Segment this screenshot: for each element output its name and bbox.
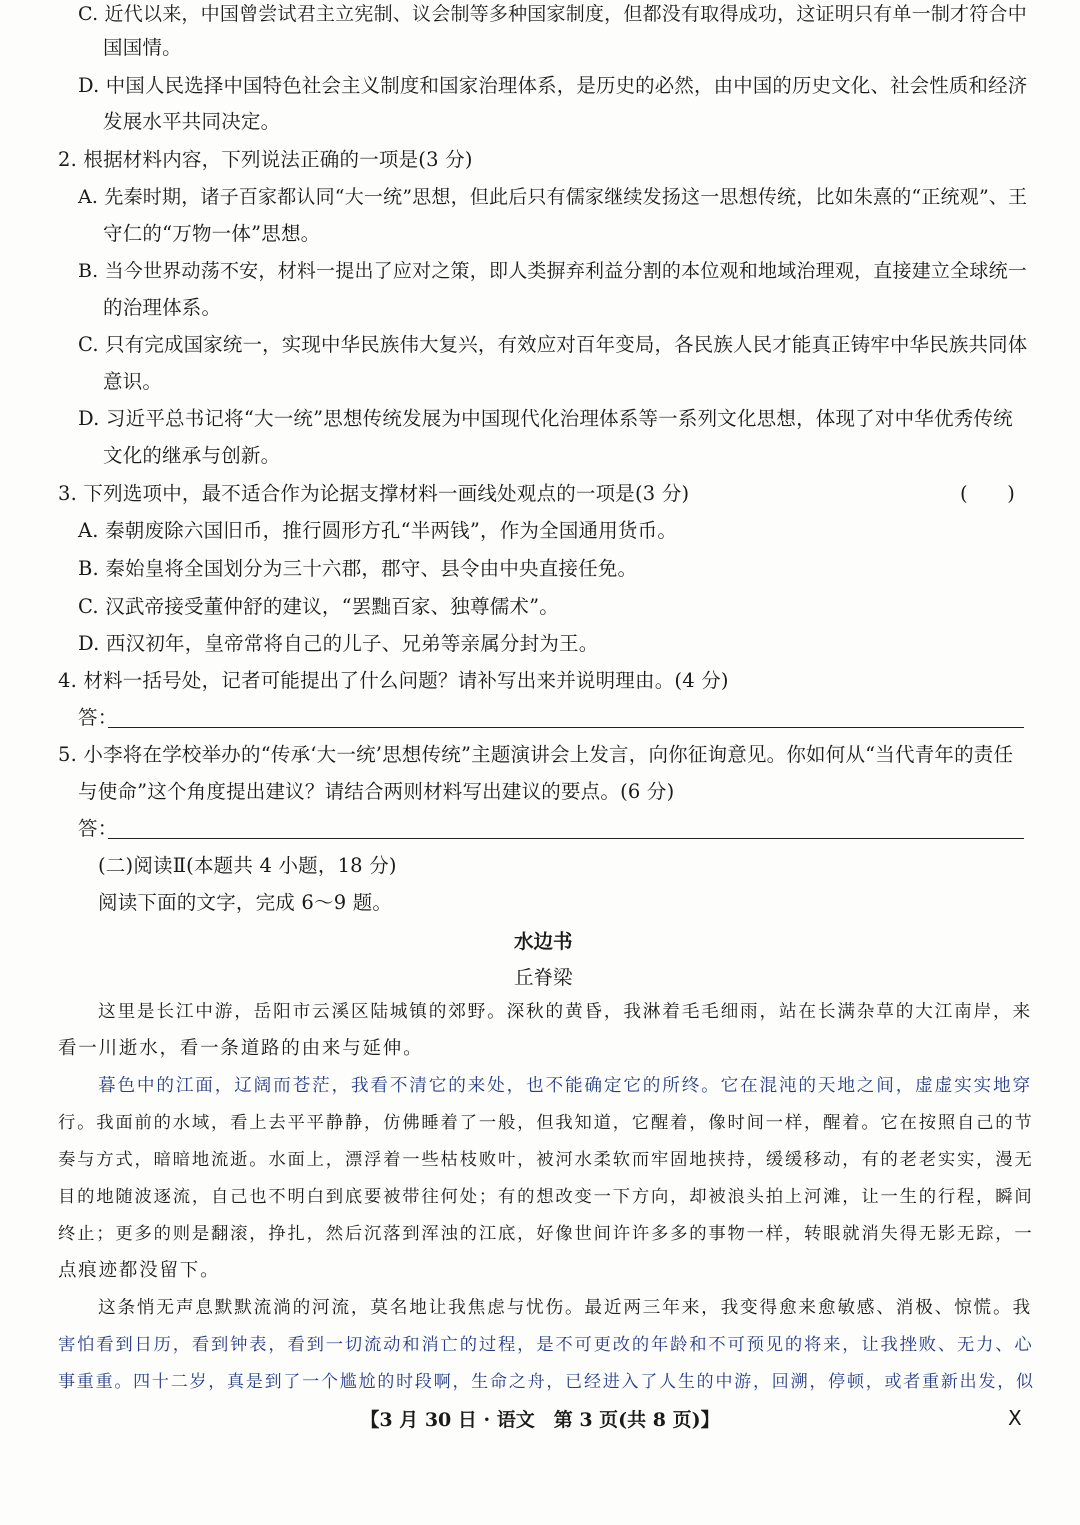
article-p2-line1: 暮色中的江面，辽阔而苍茫，我看不清它的来处，也不能确定它的所终。它在混沌的天地之间，虚虚实实地穿 — [98, 1076, 1032, 1096]
article-p3-line1: 这条悄无声息默默流淌的河流，莫名地让我焦虑与忧伤。最近两三年来，我变得愈来愈敏感、消极、惊慌。我 — [98, 1298, 1032, 1318]
q2-option-c-line1: C. 只有完成国家统一，实现中华民族伟大复兴，有效应对百年变局，各民族人民才能真正铸牢中华民族共同体 — [78, 333, 1028, 356]
article-p2-line2: 行。我面前的水域，看上去平平静静，仿佛睡着了一般，但我知道，它醒着，像时间一样，醒着。它在按照自己的节 — [58, 1113, 1034, 1133]
q1-option-d-line2: 发展水平共同决定。 — [103, 110, 281, 133]
q1-option-c-line1: C. 近代以来，中国曾尝试君主立宪制、议会制等多种国家制度，但都没有取得成功，这证明只有单一制才符合中 — [78, 3, 1027, 25]
article-p2-line3: 奏与方式，暗暗地流逝。水面上，漂浮着一些枯枝败叶，被河水柔软而牢固地挟持，缓缓移动，有的老老实实，漫无 — [58, 1150, 1034, 1170]
q2-option-a-line1: A. 先秦时期，诸子百家都认同“大一统”思想，但此后只有儒家继续发扬这一思想传统，比如朱熹的“正统观”、王 — [78, 186, 1028, 208]
article-p3-line3: 事重重。四十二岁，真是到了一个尴尬的时段啊，生命之舟，已经进入了人生的中游，回溯，停顿，或者重新出发，似 — [58, 1372, 1035, 1392]
q1-option-d-line1: D. 中国人民选择中国特色社会主义制度和国家治理体系，是历史的必然，由中国的历史文化、社会性质和经济 — [78, 74, 1028, 97]
q4-answer-label: 答： — [78, 706, 118, 729]
q3-option-d: D. 西汉初年，皇帝常将自己的儿子、兄弟等亲属分封为王。 — [78, 632, 599, 655]
article-p2-line6: 点痕迹都没留下。 — [58, 1260, 221, 1281]
article-p2-line4: 目的地随波逐流，自己也不明白到底要被带往何处；有的想改变一下方向，却被浪头拍上河滩，让一生的行程，瞬间 — [58, 1187, 1034, 1207]
q2-option-b-line2: 的治理体系。 — [103, 296, 222, 319]
q3-option-a: A. 秦朝废除六国旧币，推行圆形方孔“半两钱”，作为全国通用货币。 — [78, 519, 678, 542]
q3-option-c: C. 汉武帝接受董仲舒的建议，“罢黜百家、独尊儒术”。 — [78, 595, 559, 618]
page-footer: 【3 月 30 日 · 语文 第 3 页(共 8 页)】 — [360, 1409, 720, 1431]
q2-option-d-line2: 文化的继承与创新。 — [103, 444, 281, 467]
section-heading: (二)阅读Ⅱ(本题共 4 小题，18 分) — [98, 854, 397, 877]
q2-option-b-line1: B. 当今世界动荡不安，材料一提出了应对之策，即人类摒弃利益分割的本位观和地域治理观，直接建立全球统一 — [78, 260, 1028, 282]
q3-answer-bracket: ( ) — [960, 482, 1016, 505]
q1-option-c-line2: 国国情。 — [103, 36, 182, 59]
q4-answer-line[interactable] — [108, 727, 1024, 728]
q2-stem: 2. 根据材料内容，下列说法正确的一项是(3 分) — [58, 148, 473, 171]
article-p2-line5: 终止；更多的则是翻滚，挣扎，然后沉落到浑浊的江底，好像世间许许多多的事物一样，转眼就消失得无影无踪，一 — [58, 1224, 1034, 1244]
q5-answer-line[interactable] — [108, 838, 1024, 839]
article-title: 水边书 — [514, 930, 573, 953]
q5-stem-line1: 5. 小李将在学校举办的“传承‘大一统’思想传统”主题演讲会上发言，向你征询意见。你如何从“当代青年的责任 — [58, 743, 1014, 766]
article-p3-line2: 害怕看到日历，看到钟表，看到一切流动和消亡的过程，是不可更改的年龄和不可预见的将来，让我挫败、无力、心 — [58, 1335, 1034, 1355]
paper-code-mark: X — [1008, 1406, 1022, 1430]
article-author: 丘脊梁 — [514, 966, 573, 989]
q5-answer-label: 答： — [78, 817, 118, 840]
q2-option-d-line1: D. 习近平总书记将“大一统”思想传统发展为中国现代化治理体系等一系列文化思想，体现了对中华优秀传统 — [78, 407, 1013, 430]
q3-stem: 3. 下列选项中，最不适合作为论据支撑材料一画线处观点的一项是(3 分) — [58, 482, 690, 505]
q5-stem-line2: 与使命”这个角度提出建议？请结合两则材料写出建议的要点。(6 分) — [78, 780, 675, 803]
article-p1-line2: 看一川逝水，看一条道路的由来与延伸。 — [58, 1038, 424, 1059]
q4-stem: 4. 材料一括号处，记者可能提出了什么问题？请补写出来并说明理由。(4 分) — [58, 669, 729, 692]
q2-option-a-line2: 守仁的“万物一体”思想。 — [103, 222, 321, 245]
article-p1-line1: 这里是长江中游，岳阳市云溪区陆城镇的郊野。深秋的黄昏，我淋着毛毛细雨，站在长满杂草的大江南岸，来 — [98, 1002, 1032, 1022]
section-instruction: 阅读下面的文字，完成 6～9 题。 — [98, 891, 393, 914]
q2-option-c-line2: 意识。 — [103, 370, 163, 393]
q3-option-b: B. 秦始皇将全国划分为三十六郡，郡守、县令由中央直接任免。 — [78, 557, 638, 580]
